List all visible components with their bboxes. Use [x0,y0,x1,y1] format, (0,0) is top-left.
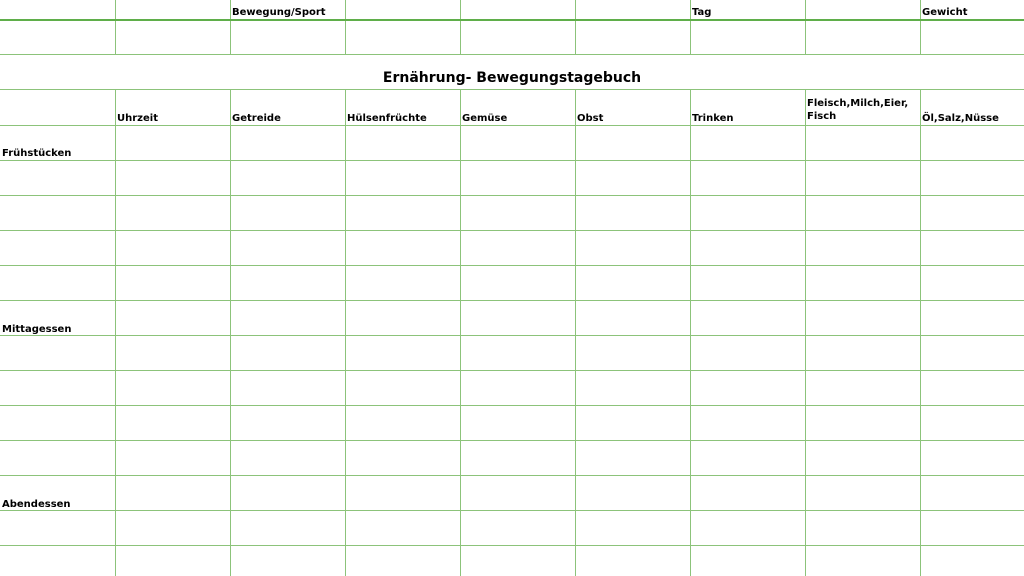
header-oel-salz-nuesse: Öl,Salz,Nüsse [922,113,999,124]
sheet-title: Ernährung- Bewegungstagebuch [382,70,642,86]
grid-row-line [0,335,1024,336]
grid-row-line [0,89,1024,90]
grid-row-line [0,370,1024,371]
meal-label-abend: Abendessen [2,499,71,510]
header-gemuese: Gemüse [462,113,508,124]
grid-row-line [0,440,1024,441]
grid-row-line [0,54,1024,55]
header-fleisch-milch-eier-fisch: Fleisch,Milch,Eier, Fisch [807,98,909,122]
grid-row-line [0,265,1024,266]
header-huelsenfruechte: Hülsenfrüchte [347,113,427,124]
gewicht-label: Gewicht [922,7,968,18]
tag-label: Tag [692,7,712,18]
grid-row-line [0,545,1024,546]
meal-label-fruehstueck: Frühstücken [2,148,72,159]
header-obst: Obst [577,113,604,124]
grid-row-line [0,300,1024,301]
grid-row-line [0,405,1024,406]
header-uhrzeit: Uhrzeit [117,113,158,124]
header-getreide: Getreide [232,113,281,124]
grid-row-line [0,125,1024,126]
meal-label-mittag: Mittagessen [2,324,72,335]
grid-row-line [0,195,1024,196]
grid-row-line [0,19,1024,21]
grid-row-line [0,475,1024,476]
header-trinken: Trinken [692,113,734,124]
grid-row-line [0,510,1024,511]
bewegung-sport-label: Bewegung/Sport [232,7,326,18]
grid-row-line [0,230,1024,231]
grid-row-line [0,160,1024,161]
